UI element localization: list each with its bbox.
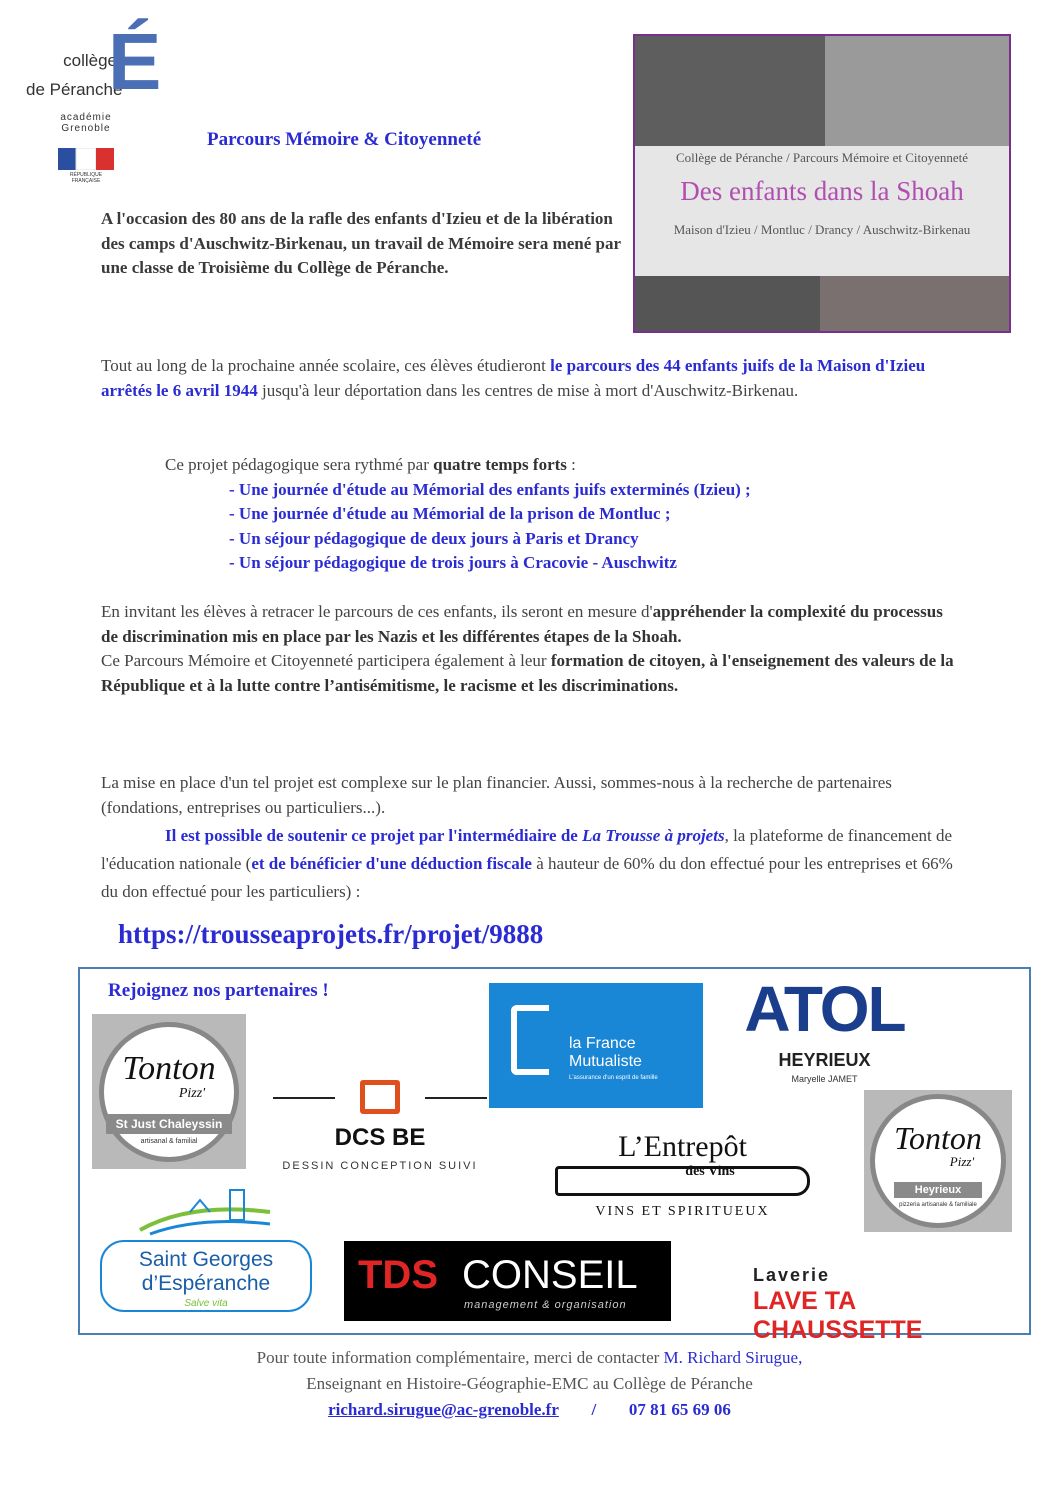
saint-georges-line1: Saint Georges — [138, 1248, 274, 1271]
poster-line2: Maison d'Izieu / Montluc / Drancy / Auschwitz-Birkenau — [673, 222, 971, 237]
france-mutualiste-mark-icon — [511, 1005, 549, 1075]
footer-separator: / — [591, 1400, 597, 1419]
list-item: - Un séjour pédagogique de trois jours à Cracovie - Auschwitz — [229, 552, 677, 572]
tds-tag: management & organisation — [464, 1299, 627, 1311]
tonton2-sub: Pizz' — [949, 1154, 975, 1169]
footer-contact — [0, 1345, 1059, 1423]
logo-peranche: de Péranche — [26, 80, 123, 99]
dcs-be-logo — [280, 1078, 480, 1178]
dcs-name: DCS BE — [334, 1124, 426, 1151]
page-title: Parcours Mémoire & Citoyenneté — [207, 129, 482, 150]
paragraph-financement — [101, 771, 961, 906]
tonton1-sub: Pizz' — [178, 1086, 206, 1101]
logo-college: collège — [63, 51, 117, 70]
p4-text-d: , la plateforme de financement de l'éducation nationale ( — [101, 826, 953, 873]
p4-text-a: La mise en place d'un tel projet est complexe sur le plan financier. Aussi, sommes-nous à la recherche de partenaires (fondations, entreprises ou particuliers...). — [101, 773, 892, 817]
atol-person: Maryelle JAMET — [791, 1074, 858, 1084]
paragraph-objectifs — [101, 600, 961, 698]
tonton-pizz-st-just-logo — [92, 1014, 246, 1169]
entrepot-des-vins-logo — [555, 1130, 810, 1225]
village-icon — [130, 1182, 280, 1240]
list-item: - Une journée d'étude au Mémorial de la prison de Montluc ; — [229, 504, 671, 524]
p2-highlight: quatre temps forts — [433, 455, 567, 474]
laverie-line1: Laverie — [753, 1265, 831, 1285]
saint-georges-motto: Salve vita — [184, 1298, 228, 1309]
academy-line1: académie — [60, 112, 112, 123]
dcs-sub: DESSIN CONCEPTION SUIVI — [282, 1160, 478, 1172]
contact-name: M. Richard Sirugue, — [663, 1348, 803, 1367]
p1-text-a: Tout au long de la prochaine année scolaire, ces élèves étudieront — [101, 356, 551, 375]
p2-text-a: Ce projet pédagogique sera rythmé par — [165, 455, 434, 474]
laverie-logo — [750, 1265, 1010, 1344]
paragraph-parcours — [101, 354, 961, 403]
republic-flag-icon — [58, 148, 114, 170]
p3-text-a: En invitant les élèves à retracer le parcours de ces enfants, ils seront en mesure d' — [101, 602, 653, 621]
partners-title: Rejoignez nos partenaires ! — [108, 980, 329, 1001]
poster-photo-camp — [635, 276, 820, 333]
tonton2-tag: pizzeria artisanale & familiale — [899, 1202, 977, 1208]
fm-name1: la France — [569, 1035, 636, 1052]
tonton2-place: Heyrieux — [894, 1182, 982, 1198]
poster-line1: Collège de Péranche / Parcours Mémoire et Citoyenneté — [675, 150, 969, 165]
contact-email-link[interactable]: richard.sirugue@ac-grenoble.fr — [328, 1400, 559, 1419]
list-item: - Une journée d'étude au Mémorial des enfants juifs exterminés (Izieu) ; — [229, 480, 751, 499]
paragraph-temps-forts — [165, 453, 965, 478]
p3-highlight-b: appréhender la complexité du processus de discrimination mis en place par les Nazis et les différentes étapes de la Shoah. — [101, 602, 943, 646]
p2-text-c: : — [566, 455, 576, 474]
tds-conseil-logo — [344, 1241, 671, 1321]
atol-name: ATOL — [744, 973, 905, 1045]
p1-highlight: le parcours des 44 enfants juifs de la Maison d'Izieu arrêtés le 6 avril 1944 — [101, 356, 926, 400]
saint-georges-line2: d’Espéranche — [141, 1272, 271, 1295]
laverie-line2: LAVE TA CHAUSSETTE — [753, 1287, 923, 1344]
entrepot-tag: VINS ET SPIRITUEUX — [595, 1204, 770, 1219]
footer-line1a: Pour toute information complémentaire, merci de contacter — [256, 1348, 664, 1367]
trousse-link[interactable]: La Trousse à projets — [582, 826, 725, 845]
poster-photo-building — [825, 36, 1011, 146]
fm-name2: Mutualiste — [569, 1053, 642, 1070]
p1-text-c: jusqu'à leur déportation dans les centres de mise à mort d'Auschwitz-Birkenau. — [257, 380, 799, 400]
p4-text-b: Il est possible de soutenir ce projet par l'intermédiaire de — [165, 826, 583, 845]
p3-text-c: Ce Parcours Mémoire et Citoyenneté participera également à leur — [101, 651, 551, 670]
poster-photo-gate — [820, 276, 1011, 333]
contact-phone: 07 81 65 69 06 — [628, 1400, 731, 1419]
tonton1-name: Tonton — [122, 1050, 216, 1087]
fm-tag: L'assurance d'un esprit de famille — [569, 1075, 658, 1081]
list-item: - Un séjour pédagogique de deux jours à Paris et Drancy — [229, 528, 639, 548]
footer-line2: Enseignant en Histoire-Géographie-EMC au Collège de Péranche — [306, 1374, 753, 1393]
tonton1-tag: artisanal & familial — [140, 1138, 198, 1145]
project-url-link[interactable]: https://trousseaprojets.fr/projet/9888 — [118, 919, 544, 949]
logo-academy — [58, 112, 114, 134]
poster-photo-children — [635, 36, 825, 146]
p4-text-f: à hauteur de 60% du don effectué pour les entreprises et 66% du don effectué pour les particuliers) : — [101, 854, 953, 901]
p4-highlight-e: et de bénéficier d'une déduction fiscale — [251, 854, 532, 873]
republic-label: RÉPUBLIQUE FRANÇAISE — [69, 172, 103, 184]
poster-title: Des enfants dans la Shoah — [680, 176, 964, 206]
logo-letter: É — [108, 17, 162, 106]
entrepot-name: L’Entrepôt — [618, 1130, 747, 1163]
atol-city: HEYRIEUX — [778, 1050, 871, 1070]
tonton2-name: Tonton — [894, 1120, 982, 1156]
academy-line2: Grenoble — [61, 123, 111, 134]
p3-highlight-d: formation de citoyen, à l'enseignement des valeurs de la République et à la lutte contre l’antisémitisme, le racisme et les discriminations. — [101, 651, 954, 695]
poster-image — [633, 34, 1011, 333]
france-mutualiste-logo — [489, 983, 703, 1108]
dcs-mark-icon — [360, 1080, 400, 1114]
entrepot-sub: des Vins — [685, 1164, 735, 1179]
saint-georges-name — [100, 1248, 312, 1296]
temps-forts-list — [229, 478, 989, 575]
france-mutualiste-name — [569, 1035, 642, 1071]
saint-georges-logo — [100, 1180, 312, 1313]
tonton-pizz-heyrieux-logo — [864, 1090, 1012, 1232]
intro-paragraph: A l'occasion des 80 ans de la rafle des enfants d'Izieu et de la libération des camps d'Auschwitz-Birkenau, un travail de Mémoire sera mené par une classe de Troisième du Collège de Péranche. — [101, 209, 621, 277]
tonton1-place: St Just Chaleyssin — [106, 1114, 232, 1134]
atol-logo — [727, 973, 922, 1090]
tds-a: TDS — [358, 1253, 438, 1297]
tds-b: CONSEIL — [462, 1253, 638, 1297]
